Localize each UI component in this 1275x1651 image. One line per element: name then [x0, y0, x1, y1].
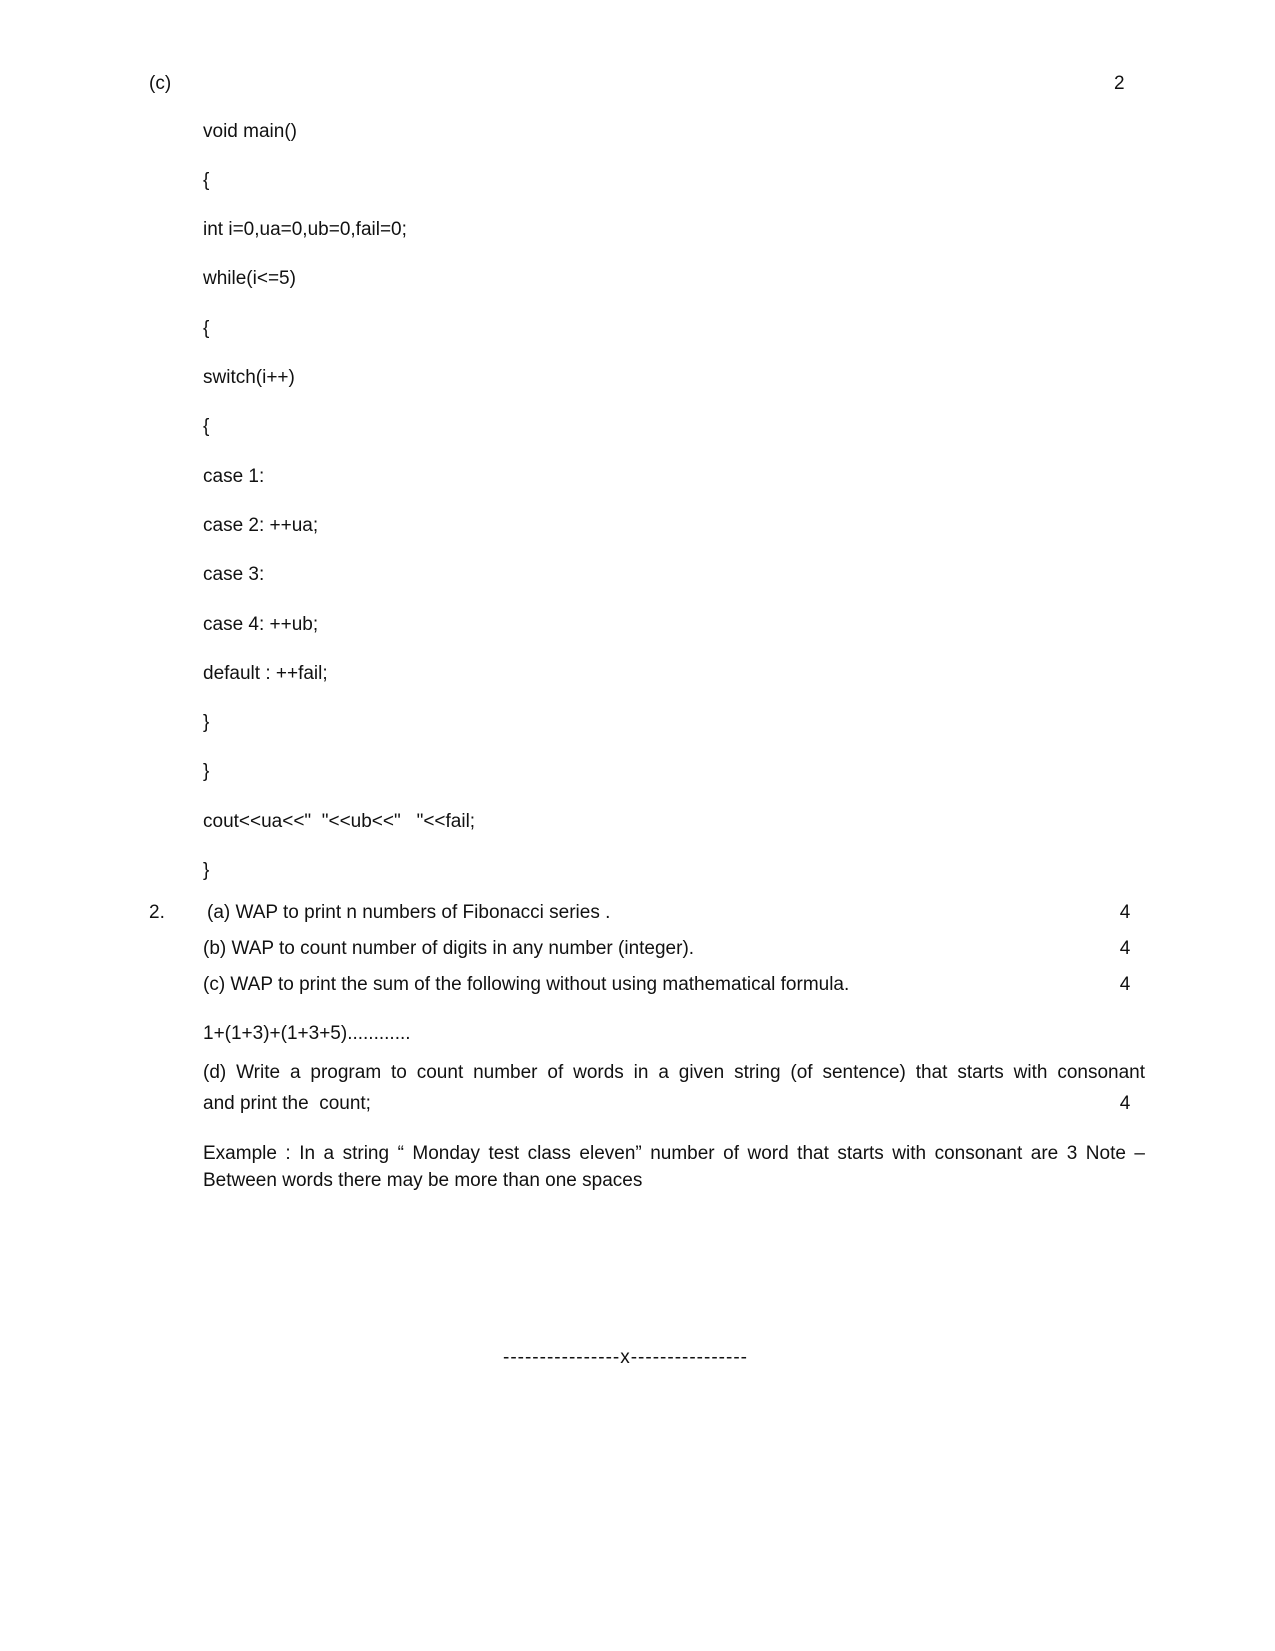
code-line: case 2: ++ua;	[203, 515, 319, 536]
question-2d-line2: and print the count;	[203, 1093, 371, 1114]
example-paragraph	[203, 1139, 1145, 1169]
code-line: cout<<ua<<" "<<ub<<" "<<fail;	[203, 811, 476, 832]
code-line: }	[203, 860, 210, 881]
question-2a-text: (a) WAP to print n numbers of Fibonacci series .	[207, 902, 611, 923]
example-line1: Example : In a string “ Monday test class eleven” number of word that starts with consonant are 3 Note –	[203, 1143, 1145, 1164]
question-2d-paragraph	[203, 1058, 1145, 1088]
question-2b-text: (b) WAP to count number of digits in any number (integer).	[203, 938, 695, 959]
question-c-marks: 2	[1114, 73, 1125, 94]
question-2a-marks: 4	[1119, 902, 1131, 923]
code-line: int i=0,ua=0,ub=0,fail=0;	[203, 219, 407, 240]
code-line: {	[203, 170, 210, 191]
code-line: default : ++fail;	[203, 663, 328, 684]
question-2-number: 2.	[149, 902, 165, 923]
code-line: case 4: ++ub;	[203, 614, 319, 635]
question-2b-marks: 4	[1119, 938, 1131, 959]
code-line: {	[203, 318, 210, 339]
code-line: case 1:	[203, 466, 265, 487]
question-2c-marks: 4	[1119, 974, 1131, 995]
code-line: }	[203, 761, 210, 782]
question-2d-marks: 4	[1119, 1093, 1131, 1114]
example-line2: Between words there may be more than one spaces	[203, 1170, 643, 1191]
question-2c-text: (c) WAP to print the sum of the following without using mathematical formula.	[203, 974, 850, 995]
code-line: switch(i++)	[203, 367, 295, 388]
question-2d-line1: (d) Write a program to count number of words in a given string (of sentence) that starts with consonant	[203, 1062, 1145, 1083]
code-line: case 3:	[203, 564, 265, 585]
code-line: while(i<=5)	[203, 268, 296, 289]
end-of-paper-marker: ----------------x----------------	[503, 1347, 748, 1368]
code-line: {	[203, 416, 210, 437]
code-line: }	[203, 712, 210, 733]
question-2c-series: 1+(1+3)+(1+3+5)............	[203, 1023, 411, 1044]
code-line: void main()	[203, 121, 297, 142]
question-c-label: (c)	[149, 73, 172, 94]
